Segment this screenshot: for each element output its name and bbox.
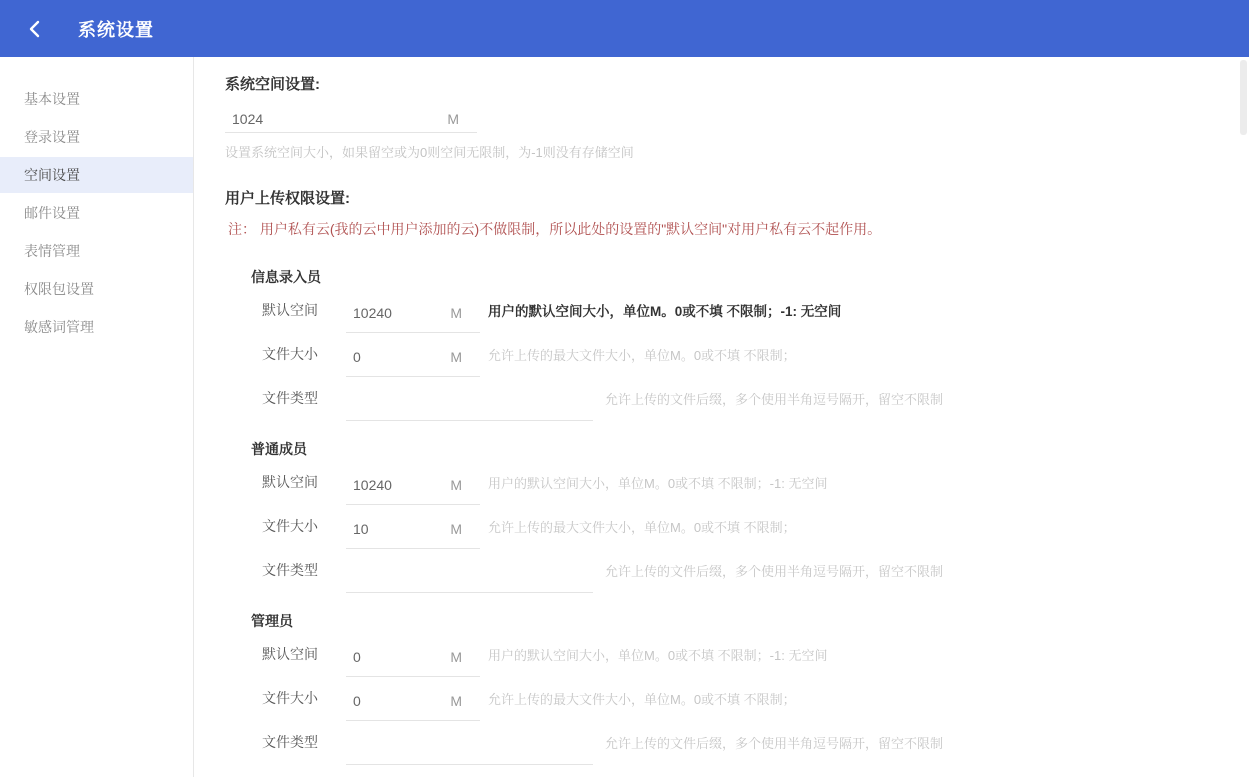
- role-groups: [225, 270, 1249, 765]
- system-space-input[interactable]: [225, 111, 447, 127]
- role-group-info-entry: [251, 270, 1249, 421]
- default-space-field: [346, 637, 480, 677]
- sidebar-item-login[interactable]: 登录设置: [24, 129, 80, 145]
- field-label: 文件类型: [262, 562, 318, 578]
- system-space-title: 系统空间设置:: [225, 76, 320, 93]
- sidebar-item-sensitive-words[interactable]: 敏感词管理: [24, 319, 94, 335]
- sidebar-item-emoji[interactable]: 表情管理: [24, 243, 80, 259]
- field-row-file-type: [251, 721, 1249, 765]
- field-label: 默认空间: [262, 646, 318, 662]
- chevron-left-icon: [28, 20, 40, 38]
- file-size-field: [346, 681, 480, 721]
- role-group-admin: [251, 614, 1249, 765]
- field-hint: 允许上传的文件后缀，多个使用半角逗号隔开，留空不限制: [605, 736, 944, 751]
- role-group-name: 信息录入员: [251, 269, 321, 285]
- app-header: [0, 0, 1249, 57]
- field-row-file-type: [251, 377, 1249, 421]
- field-hint: 用户的默认空间大小，单位M。0或不填 不限制；-1: 无空间: [488, 476, 828, 491]
- field-hint: 允许上传的最大文件大小，单位M。0或不填 不限制；: [488, 348, 796, 363]
- unit-label: M: [450, 648, 462, 665]
- unit-label: M: [450, 348, 462, 365]
- file-type-field: [346, 553, 593, 593]
- default-space-input[interactable]: [346, 477, 450, 493]
- default-space-input[interactable]: [346, 305, 450, 321]
- field-hint: 允许上传的最大文件大小，单位M。0或不填 不限制；: [488, 692, 796, 707]
- file-size-input[interactable]: [346, 693, 450, 709]
- system-space-hint: 设置系统空间大小，如果留空或为0则空间无限制，为-1则没有存储空间: [225, 145, 634, 160]
- field-label: 文件大小: [262, 690, 318, 706]
- back-button[interactable]: [24, 19, 44, 39]
- sidebar-item-mail[interactable]: 邮件设置: [24, 205, 80, 221]
- field-row-file-type: [251, 549, 1249, 593]
- field-row-default-space: [251, 633, 1249, 677]
- settings-sidebar: [0, 57, 194, 777]
- upload-permission-note: 注： 用户私有云(我的云中用户添加的云)不做限制，所以此处的设置的"默认空间"对用户私有云不起作用。: [228, 221, 882, 237]
- file-size-input[interactable]: [346, 521, 450, 537]
- file-type-input[interactable]: [346, 737, 593, 753]
- field-hint: 允许上传的文件后缀，多个使用半角逗号隔开，留空不限制: [605, 392, 944, 407]
- role-group-name: 管理员: [251, 613, 293, 629]
- file-size-field: [346, 509, 480, 549]
- default-space-input[interactable]: [346, 649, 450, 665]
- role-group-normal-member: [251, 442, 1249, 593]
- field-hint: 用户的默认空间大小，单位M。0或不填 不限制；-1: 无空间: [488, 648, 828, 663]
- page-title: 系统设置: [78, 19, 154, 40]
- field-row-file-size: [251, 333, 1249, 377]
- upload-permission-title: 用户上传权限设置:: [225, 190, 350, 207]
- sidebar-item-basic[interactable]: 基本设置: [24, 91, 80, 107]
- file-type-input[interactable]: [346, 393, 593, 409]
- default-space-field: [346, 465, 480, 505]
- file-size-input[interactable]: [346, 349, 450, 365]
- field-label: 默认空间: [262, 302, 318, 318]
- unit-label: M: [450, 692, 462, 709]
- field-hint: 用户的默认空间大小，单位M。0或不填 不限制；-1: 无空间: [488, 304, 842, 319]
- file-type-field: [346, 725, 593, 765]
- unit-label: M: [450, 476, 462, 493]
- field-hint: 允许上传的文件后缀，多个使用半角逗号隔开，留空不限制: [605, 564, 944, 579]
- field-label: 文件类型: [262, 390, 318, 406]
- field-label: 文件类型: [262, 734, 318, 750]
- field-row-default-space: [251, 289, 1249, 333]
- field-label: 文件大小: [262, 346, 318, 362]
- role-group-name: 普通成员: [251, 441, 307, 457]
- field-row-file-size: [251, 505, 1249, 549]
- field-label: 默认空间: [262, 474, 318, 490]
- vertical-scrollbar[interactable]: [1240, 60, 1247, 135]
- settings-content: [194, 57, 1249, 777]
- field-row-default-space: [251, 461, 1249, 505]
- system-space-field: [225, 105, 477, 133]
- system-space-unit: M: [447, 110, 459, 127]
- file-type-field: [346, 381, 593, 421]
- sidebar-item-permission-pack[interactable]: 权限包设置: [24, 281, 94, 297]
- default-space-field: [346, 293, 480, 333]
- field-row-file-size: [251, 677, 1249, 721]
- unit-label: M: [450, 304, 462, 321]
- file-size-field: [346, 337, 480, 377]
- field-label: 文件大小: [262, 518, 318, 534]
- field-hint: 允许上传的最大文件大小，单位M。0或不填 不限制；: [488, 520, 796, 535]
- unit-label: M: [450, 520, 462, 537]
- file-type-input[interactable]: [346, 565, 593, 581]
- sidebar-item-space[interactable]: 空间设置: [0, 157, 193, 193]
